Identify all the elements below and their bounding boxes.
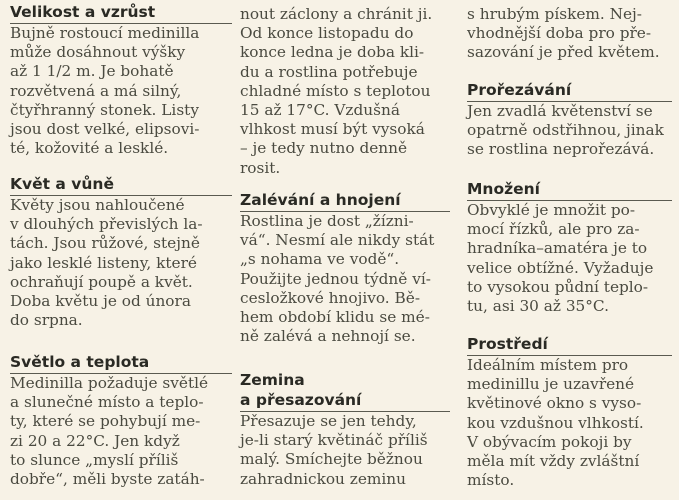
text-line: malý. Smíchejte běžnou: [240, 450, 423, 469]
heading-line: Světlo a teplota: [10, 353, 150, 371]
text-line: V obývacím pokoji by: [467, 432, 632, 451]
text-line: v dlouhých převislých la-: [10, 215, 203, 234]
text-line: je-li starý květináč příliš: [240, 431, 428, 450]
section-heading: [467, 179, 672, 201]
section-continuation: [240, 5, 450, 178]
section-heading: [240, 370, 450, 412]
heading-line: Květ a vůně: [10, 175, 114, 193]
text-line: – je tedy nutno denně: [240, 139, 408, 158]
text-line: ně zalévá a nehnojí se.: [240, 327, 416, 346]
text-line: zi 20 a 22°C. Jen když: [10, 431, 180, 450]
text-line: místo.: [467, 471, 515, 490]
text-line: nout záclony a chránit ji.: [240, 5, 433, 23]
section-zalevani: [240, 190, 450, 346]
text-line: Květy jsou nahloučené: [10, 196, 185, 214]
text-line: velice obtížné. Vyžaduje: [467, 258, 654, 277]
text-line: du a rostlina potřebuje: [240, 62, 418, 81]
section-heading: [467, 80, 672, 102]
section-kvet: [10, 174, 232, 330]
text-line: jako lesklé listeny, které: [10, 253, 197, 272]
text-line: Ideálním místem pro: [467, 356, 629, 374]
section-prostredi: [467, 334, 672, 490]
text-line: Použijte jednou týdně ví-: [240, 269, 431, 288]
text-line: květinové okno s vyso-: [467, 394, 642, 413]
text-line: mocí řízků, ale pro za-: [467, 220, 640, 239]
text-line: ochraňují poupě a květ.: [10, 272, 193, 291]
section-zemina: [240, 370, 450, 489]
text-line: to vysokou půdní teplo-: [467, 277, 649, 296]
text-line: se rostlina neprořezává.: [467, 140, 655, 159]
text-line: vá“. Nesmí ale nikdy stát: [240, 231, 435, 250]
text-line: hradníka–amatéra je to: [467, 239, 648, 258]
text-line: „s nohama ve vodě“.: [240, 250, 400, 269]
section-heading: [10, 352, 232, 374]
text-line: čtyřhranný stonek. Listy: [10, 100, 199, 119]
text-line: kou vzdušnou vlhkostí.: [467, 413, 644, 432]
text-line: rosit.: [240, 158, 281, 177]
text-line: dobře“, měli byste zatáh-: [10, 469, 205, 488]
heading-line: a přesazování: [240, 391, 362, 409]
text-line: chladné místo s teplotou: [240, 81, 431, 100]
text-line: měla mít vždy zvláštní: [467, 451, 640, 470]
section-heading: [10, 174, 232, 196]
text-line: vlhkost musí být vysoká: [240, 120, 425, 139]
text-line: rozvětvená a má silný,: [10, 81, 182, 100]
text-line: vhodnější doba pro pře-: [467, 24, 652, 43]
text-line: 15 až 17°C. Vzdušná: [240, 100, 400, 119]
text-line: Bujně rostoucí medinilla: [10, 24, 200, 42]
section-mnozeni: [467, 179, 672, 316]
text-line: do srpna.: [10, 311, 83, 330]
heading-line: Velikost a vzrůst: [10, 3, 156, 21]
section-velikost: [10, 2, 232, 158]
heading-line: Prořezávání: [467, 81, 572, 99]
text-line: Přesazuje se jen tehdy,: [240, 412, 417, 430]
text-line: jsou dost velké, elipsovi-: [10, 119, 200, 138]
text-line: Od konce listopadu do: [240, 24, 414, 43]
text-line: opatrně odstřihnou, jinak: [467, 121, 664, 140]
text-line: může dosáhnout výšky: [10, 43, 186, 62]
text-line: tu, asi 30 až 35°C.: [467, 296, 609, 315]
text-line: cesložkové hnojivo. Bě-: [240, 288, 420, 307]
heading-line: Zemina: [240, 371, 305, 389]
section-heading: [240, 190, 450, 212]
text-line: zahradnickou zeminu: [240, 469, 406, 488]
section-heading: [467, 334, 672, 356]
heading-line: Množení: [467, 180, 540, 198]
text-line: Medinilla požaduje světlé: [10, 374, 209, 392]
text-line: Jen zvadlá květenství se: [467, 102, 653, 120]
text-line: sazování je před květem.: [467, 43, 660, 62]
text-line: to slunce „myslí příliš: [10, 450, 179, 469]
text-line: Rostlina je dost „žízni-: [240, 212, 414, 230]
text-line: té, kožovité a lesklé.: [10, 139, 169, 158]
section-prorezavani: [467, 80, 672, 160]
text-line: ty, které se pohybují me-: [10, 412, 201, 431]
text-line: tách. Jsou růžové, stejně: [10, 234, 200, 253]
text-line: konce ledna je doba kli-: [240, 43, 425, 62]
text-line: Obvyklé je množit po-: [467, 201, 636, 219]
heading-line: Zalévání a hnojení: [240, 191, 401, 209]
text-line: Doba květu je od února: [10, 291, 191, 310]
heading-line: Prostředí: [467, 335, 548, 353]
text-line: medinillu je uzavřené: [467, 375, 635, 394]
text-line: až 1 1/2 m. Je bohatě: [10, 62, 174, 81]
section-svetlo: [10, 352, 232, 489]
section-continuation: [467, 5, 672, 63]
text-line: s hrubým pískem. Nej-: [467, 5, 642, 23]
text-line: hem období klidu se mé-: [240, 307, 430, 326]
text-line: a slunečné místo a teplo-: [10, 393, 204, 412]
section-heading: [10, 2, 232, 24]
